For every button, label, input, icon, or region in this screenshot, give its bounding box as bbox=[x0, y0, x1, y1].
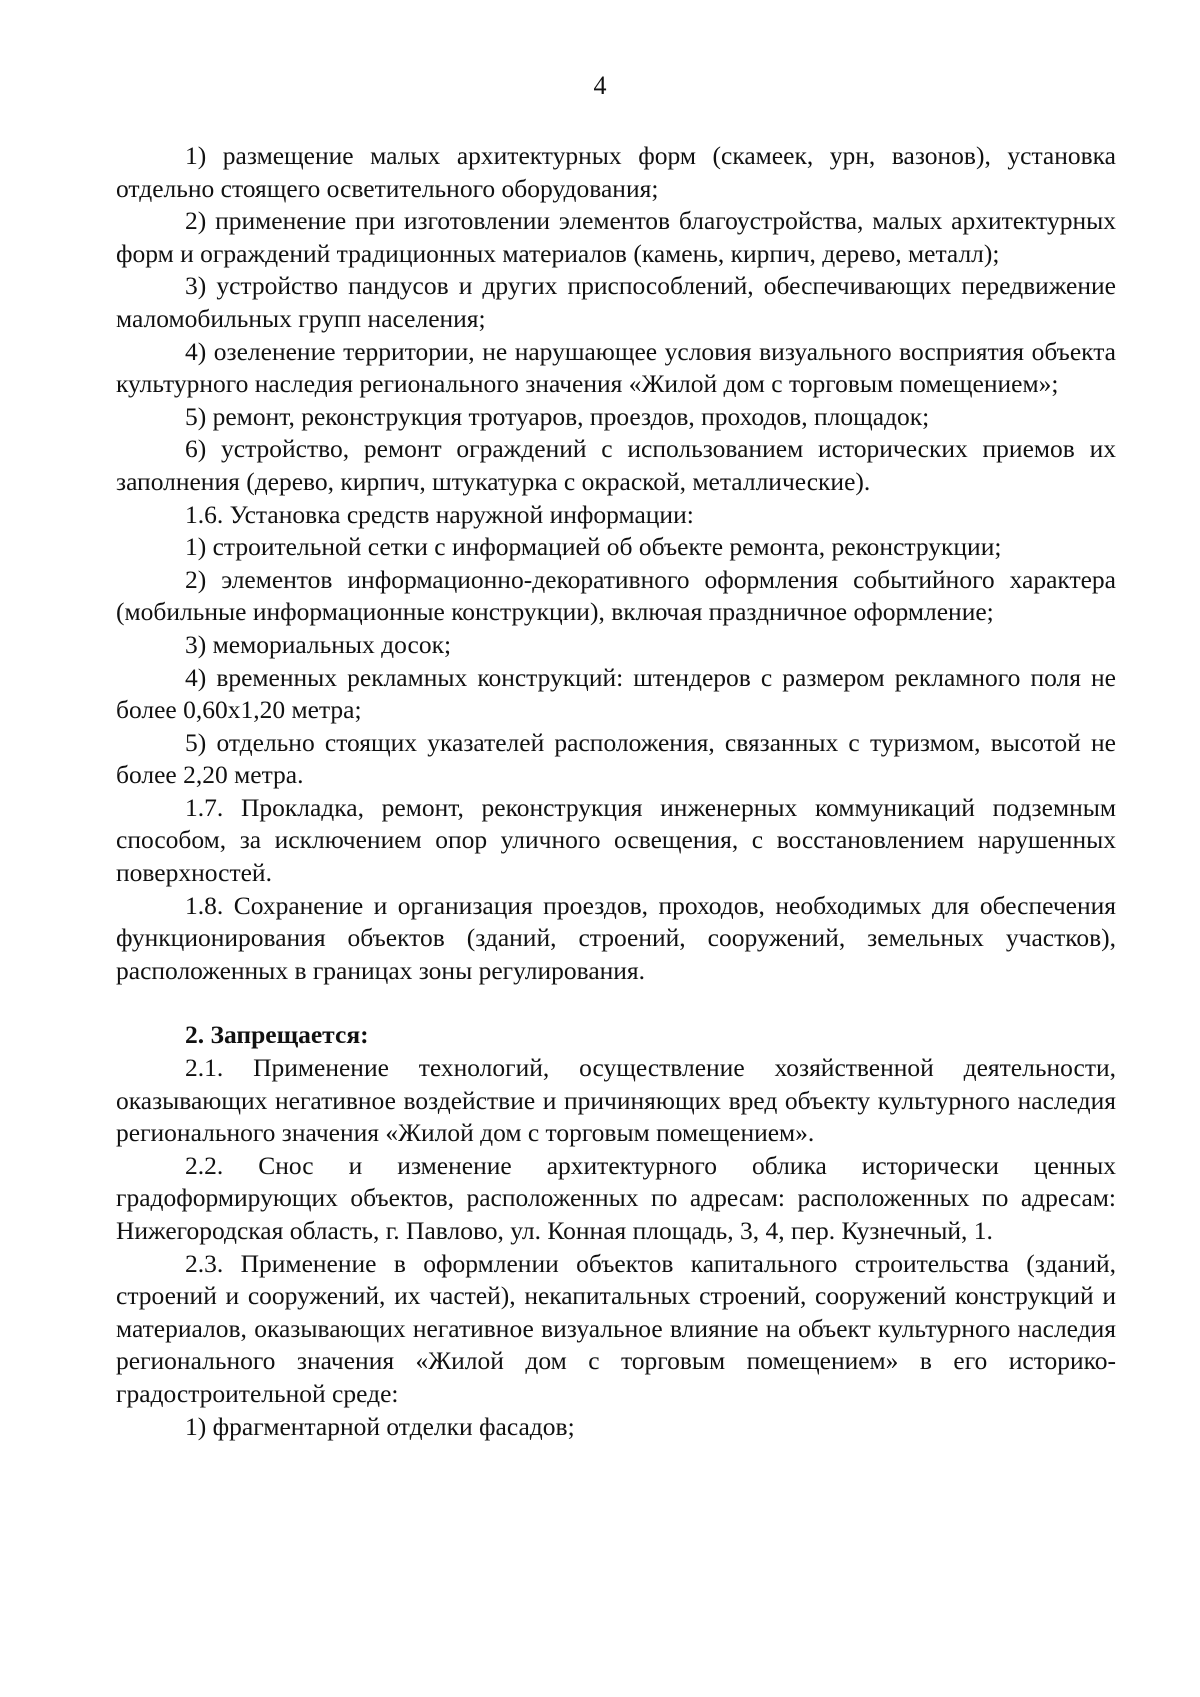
page-number: 4 bbox=[593, 71, 607, 100]
paragraph-1-7: 1.7. Прокладка, ремонт, реконструкция инженерных коммуникаций подземным способом, за исключением опор уличного освещения, с восстановлением нарушенных поверхностей. bbox=[116, 792, 1116, 888]
paragraph-item-5: 5) ремонт, реконструкция тротуаров, проездов, проходов, площадок; bbox=[185, 401, 930, 431]
paragraph-2-3-item-1: 1) фрагментарной отделки фасадов; bbox=[185, 1411, 575, 1441]
paragraph-1-6-item-1: 1) строительной сетки с информацией об объекте ремонта, реконструкции; bbox=[185, 532, 1002, 562]
paragraph-item-2: 2) применение при изготовлении элементов благоустройства, малых архитектурных форм и ограждений традиционных материалов (камень, кирпич, дерево, металл); bbox=[116, 206, 1116, 268]
paragraph-1-6-item-3: 3) мемориальных досок; bbox=[185, 629, 452, 659]
paragraph-item-3: 3) устройство пандусов и других приспособлений, обеспечивающих передвижение маломобильных групп населения; bbox=[116, 271, 1116, 333]
paragraph-2-1: 2.1. Применение технологий, осуществление хозяйственной деятельности, оказывающих негативное воздействие и причиняющих вред объекту культурного наследия регионального значения «Жилой дом с торговым помещением». bbox=[116, 1053, 1116, 1148]
paragraph-item-1: 1) размещение малых архитектурных форм (скамеек, урн, вазонов), установка отдельно стоящего осветительного оборудования; bbox=[116, 141, 1116, 203]
paragraph-1-8: 1.8. Сохранение и организация проездов, проходов, необходимых для обеспечения функционирования объектов (зданий, строений, сооружений, земельных участков), расположенных в границах зоны регулирования. bbox=[116, 890, 1116, 985]
paragraph-1-6-item-5: 5) отдельно стоящих указателей расположения, связанных с туризмом, высотой не более 2,20 метра. bbox=[116, 727, 1116, 790]
document-body bbox=[116, 140, 1116, 1443]
paragraph-item-6: 6) устройство, ремонт ограждений с использованием исторических приемов их заполнения (дерево, кирпич, штукатурка с окраской, металлические). bbox=[116, 434, 1116, 496]
section-2-heading: 2. Запрещается: bbox=[185, 1020, 369, 1050]
paragraph-item-4: 4) озеленение территории, не нарушающее условия визуального восприятия объекта культурного наследия регионального значения «Жилой дом с торговым помещением»; bbox=[116, 336, 1116, 399]
paragraph-1-6-item-4: 4) временных рекламных конструкций: штендеров с размером рекламного поля не более 0,60х1,20 метра; bbox=[116, 662, 1116, 725]
paragraph-2-2: 2.2. Снос и изменение архитектурного облика исторически ценных градоформирующих объектов, расположенных по адресам: расположенных по адресам: Нижегородская область, г. Павлово, ул. Конная площадь, 3, 4, пер. Кузнечный, 1. bbox=[116, 1150, 1116, 1245]
paragraph-1-6-title: 1.6. Установка средств наружной информации: bbox=[185, 499, 694, 529]
paragraph-1-6-item-2: 2) элементов информационно-декоративного оформления событийного характера (мобильные информационные конструкции), включая праздничное оформление; bbox=[116, 564, 1116, 627]
paragraph-2-3: 2.3. Применение в оформлении объектов капитального строительства (зданий, строений и сооружений, их частей), некапитальных строений, сооружений конструкций и материалов, оказывающих негативное визуальное влияние на объект культурного наследия регионального значения «Жилой дом с торговым помещением» в его историко-градостроительной среде: bbox=[116, 1248, 1116, 1408]
